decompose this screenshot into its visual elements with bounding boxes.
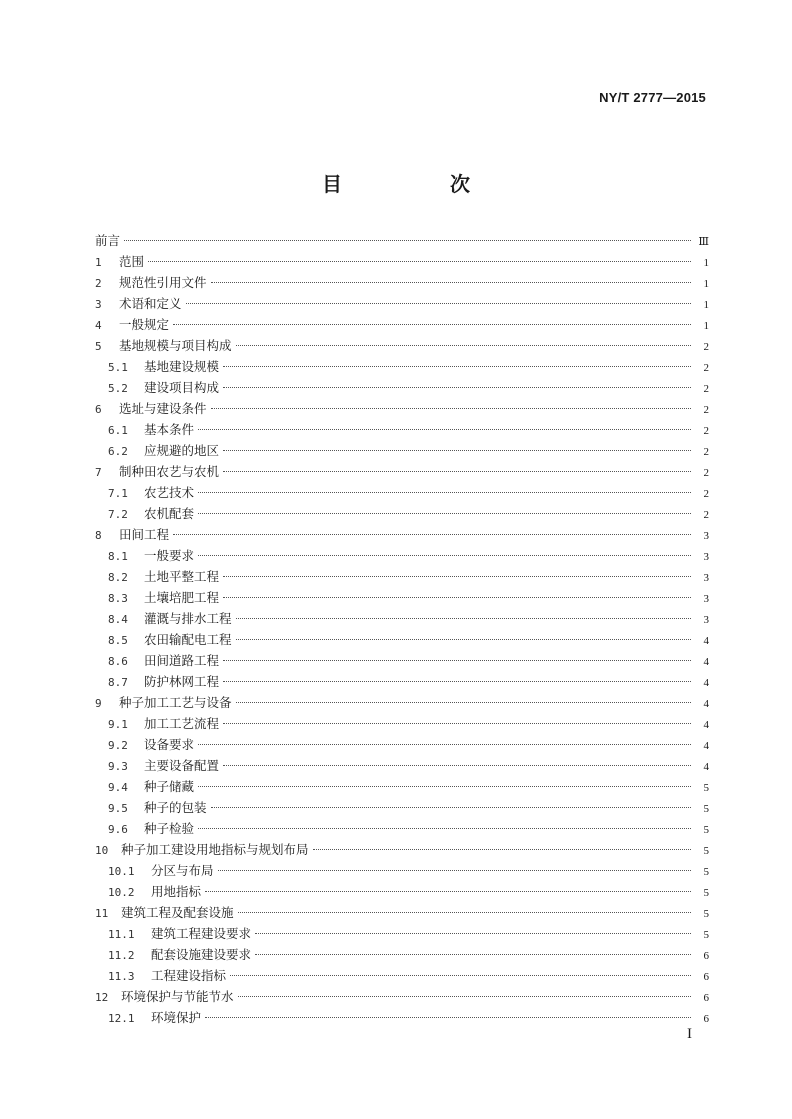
toc-entry[interactable]	[95, 272, 709, 293]
dot-leader	[223, 723, 691, 724]
toc-entry-title: 农艺技术	[144, 485, 195, 500]
dot-leader	[198, 828, 691, 829]
toc-entry-number: 11	[95, 907, 109, 920]
dot-leader	[173, 534, 691, 535]
toc-entry[interactable]	[95, 734, 709, 755]
toc-entry-page: 4	[703, 698, 709, 710]
toc-entry[interactable]	[95, 671, 709, 692]
toc-entry-page: 2	[703, 362, 709, 374]
toc-entry-page: 5	[703, 887, 709, 899]
toc-entry-title: 种子储藏	[144, 779, 195, 794]
toc-entry[interactable]	[95, 923, 709, 944]
toc-entry-number: 10	[95, 844, 109, 857]
toc-entry-number: 8.6	[108, 655, 128, 668]
dot-leader	[236, 702, 691, 703]
dot-leader	[313, 849, 691, 850]
toc-entry-number: 9	[95, 697, 102, 710]
toc-entry-title: 田间工程	[119, 527, 170, 542]
toc-entry-number: 9.1	[108, 718, 128, 731]
toc-entry-page: 3	[703, 614, 709, 626]
toc-entry[interactable]	[95, 566, 709, 587]
toc-entry-page: 6	[703, 971, 709, 983]
toc-entry-number: 9.3	[108, 760, 128, 773]
toc-entry[interactable]	[95, 881, 709, 902]
dot-leader	[211, 282, 691, 283]
toc-entry-page: Ⅲ	[698, 236, 709, 248]
toc-entry-title: 制种田农艺与农机	[119, 464, 220, 479]
dot-leader	[238, 912, 691, 913]
page-title: 目 次	[322, 172, 514, 196]
toc-entry-number: 8.2	[108, 571, 128, 584]
toc-entry-number: 9.5	[108, 802, 128, 815]
dot-leader	[124, 240, 691, 241]
toc-entry-page: 4	[703, 677, 709, 689]
toc-entry-page: 2	[703, 509, 709, 521]
toc-entry[interactable]	[95, 1007, 709, 1028]
toc-entry[interactable]	[95, 230, 709, 251]
dot-leader	[198, 744, 691, 745]
toc-entry-number: 11.3	[108, 970, 135, 983]
dot-leader	[236, 639, 691, 640]
toc-entry-title: 农田输配电工程	[144, 632, 232, 647]
toc-entry-title: 种子的包装	[144, 800, 207, 815]
toc-entry-page: 5	[703, 803, 709, 815]
dot-leader	[236, 618, 691, 619]
toc-entry-title: 建筑工程建设要求	[151, 926, 252, 941]
toc-entry-number: 5.1	[108, 361, 128, 374]
dot-leader	[223, 387, 691, 388]
toc-entry-title: 范围	[119, 254, 145, 269]
toc-entry-page: 2	[703, 404, 709, 416]
toc-entry-title: 应规避的地区	[144, 443, 220, 458]
toc-entry[interactable]	[95, 482, 709, 503]
toc-entry-title: 土壤培肥工程	[144, 590, 220, 605]
toc-entry-number: 1	[95, 256, 102, 269]
toc-entry[interactable]	[95, 986, 709, 1007]
toc-entry[interactable]	[95, 692, 709, 713]
toc-entry-number: 8.3	[108, 592, 128, 605]
toc-entry-page: 2	[703, 467, 709, 479]
toc-entry-title: 环境保护与节能节水	[121, 989, 234, 1004]
toc-entry-number: 8.1	[108, 550, 128, 563]
toc-entry-title: 土地平整工程	[144, 569, 220, 584]
dot-leader	[198, 492, 691, 493]
toc-entry-number: 2	[95, 277, 102, 290]
toc-entry-title: 防护林网工程	[144, 674, 220, 689]
toc-entry-page: 5	[703, 929, 709, 941]
toc-entry-title: 种子加工工艺与设备	[119, 695, 232, 710]
toc-entry[interactable]	[95, 965, 709, 986]
toc-entry-title: 规范性引用文件	[119, 275, 207, 290]
toc-entry-number: 7.2	[108, 508, 128, 521]
toc-entry-page: 5	[703, 866, 709, 878]
dot-leader	[205, 891, 691, 892]
toc-entry-number: 9.4	[108, 781, 128, 794]
toc-entry-page: 1	[703, 257, 709, 269]
toc-entry-title: 基地建设规模	[144, 359, 220, 374]
toc-entry-title: 基本条件	[144, 422, 195, 437]
dot-leader	[218, 870, 691, 871]
toc-entry-number: 5	[95, 340, 102, 353]
dot-leader	[223, 765, 691, 766]
toc-entry-number: 9.6	[108, 823, 128, 836]
toc-entry-page: 4	[703, 656, 709, 668]
toc-entry-title: 建设项目构成	[144, 380, 220, 395]
toc-entry-number: 8.4	[108, 613, 128, 626]
dot-leader	[230, 975, 691, 976]
toc-entry-number: 8	[95, 529, 102, 542]
toc-entry-page: 4	[703, 740, 709, 752]
toc-entry-page: 5	[703, 845, 709, 857]
toc-entry-title: 环境保护	[151, 1010, 202, 1025]
toc-entry-page: 2	[703, 383, 709, 395]
toc-entry[interactable]	[95, 776, 709, 797]
page-number: I	[687, 1026, 692, 1042]
toc-entry[interactable]	[95, 335, 709, 356]
toc-entry-page: 6	[703, 1013, 709, 1025]
toc-entry-page: 3	[703, 551, 709, 563]
dot-leader	[198, 513, 691, 514]
dot-leader	[255, 933, 691, 934]
toc-entry-title: 田间道路工程	[144, 653, 220, 668]
toc-entry-page: 2	[703, 341, 709, 353]
toc-entry[interactable]	[95, 755, 709, 776]
toc-entry-page: 6	[703, 992, 709, 1004]
toc-entry[interactable]	[95, 503, 709, 524]
toc-entry-title: 主要设备配置	[144, 758, 220, 773]
toc-entry[interactable]	[95, 440, 709, 461]
toc-entry-page: 2	[703, 446, 709, 458]
toc-entry-number: 9.2	[108, 739, 128, 752]
dot-leader	[211, 408, 691, 409]
toc-entry-title: 分区与布局	[151, 863, 214, 878]
toc-entry-title: 建筑工程及配套设施	[121, 905, 234, 920]
toc-entry-page: 1	[703, 278, 709, 290]
toc-entry-title: 一般要求	[144, 548, 195, 563]
dot-leader	[198, 555, 691, 556]
toc-entry[interactable]	[95, 251, 709, 272]
toc-entry[interactable]	[95, 902, 709, 923]
toc-entry[interactable]	[95, 860, 709, 881]
toc-entry-page: 4	[703, 719, 709, 731]
toc-entry-number: 4	[95, 319, 102, 332]
toc-entry[interactable]	[95, 944, 709, 965]
toc-entry[interactable]	[95, 629, 709, 650]
dot-leader	[223, 681, 691, 682]
toc-entry-page: 6	[703, 950, 709, 962]
toc-entry-number: 10.1	[108, 865, 135, 878]
toc-entry-page: 3	[703, 572, 709, 584]
toc-entry[interactable]	[95, 398, 709, 419]
toc-entry-number: 7.1	[108, 487, 128, 500]
toc-entry-number: 11.1	[108, 928, 135, 941]
toc-entry-title: 用地指标	[151, 884, 202, 899]
toc-entry-title: 选址与建设条件	[119, 401, 207, 416]
toc-entry-number: 10.2	[108, 886, 135, 899]
toc-entry-number: 6.1	[108, 424, 128, 437]
toc-entry-title: 基地规模与项目构成	[119, 338, 232, 353]
toc-entry-page: 4	[703, 635, 709, 647]
toc-entry-number: 3	[95, 298, 102, 311]
toc-entry-number: 8.5	[108, 634, 128, 647]
toc-entry-page: 3	[703, 530, 709, 542]
dot-leader	[255, 954, 691, 955]
table-of-contents	[95, 230, 709, 1028]
dot-leader	[205, 1017, 691, 1018]
toc-entry[interactable]	[95, 839, 709, 860]
toc-entry[interactable]	[95, 524, 709, 545]
toc-entry-title: 种子检验	[144, 821, 195, 836]
toc-entry-title: 加工工艺流程	[144, 716, 220, 731]
dot-leader	[223, 450, 691, 451]
toc-entry-page: 1	[703, 299, 709, 311]
toc-entry-title: 种子加工建设用地指标与规划布局	[121, 842, 309, 857]
toc-entry[interactable]	[95, 377, 709, 398]
toc-entry[interactable]	[95, 356, 709, 377]
toc-entry-page: 5	[703, 782, 709, 794]
dot-leader	[238, 996, 691, 997]
toc-entry[interactable]	[95, 293, 709, 314]
dot-leader	[198, 429, 691, 430]
toc-entry-number: 6	[95, 403, 102, 416]
toc-entry-number: 7	[95, 466, 102, 479]
toc-entry-title: 前言	[95, 233, 121, 248]
toc-entry-title: 术语和定义	[119, 296, 182, 311]
toc-entry-page: 3	[703, 593, 709, 605]
toc-entry-number: 6.2	[108, 445, 128, 458]
dot-leader	[186, 303, 691, 304]
dot-leader	[198, 786, 691, 787]
toc-entry[interactable]	[95, 608, 709, 629]
toc-entry[interactable]	[95, 797, 709, 818]
dot-leader	[173, 324, 691, 325]
toc-entry-page: 5	[703, 908, 709, 920]
toc-entry-number: 8.7	[108, 676, 128, 689]
toc-entry[interactable]	[95, 419, 709, 440]
toc-entry-number: 12.1	[108, 1012, 135, 1025]
dot-leader	[223, 660, 691, 661]
toc-entry-page: 5	[703, 824, 709, 836]
dot-leader	[148, 261, 691, 262]
dot-leader	[223, 597, 691, 598]
toc-entry[interactable]	[95, 713, 709, 734]
toc-entry-number: 11.2	[108, 949, 135, 962]
toc-entry[interactable]	[95, 545, 709, 566]
dot-leader	[211, 807, 691, 808]
toc-entry-number: 5.2	[108, 382, 128, 395]
dot-leader	[223, 471, 691, 472]
dot-leader	[236, 345, 691, 346]
toc-entry[interactable]	[95, 818, 709, 839]
toc-entry-title: 一般规定	[119, 317, 170, 332]
toc-entry-page: 4	[703, 761, 709, 773]
toc-entry[interactable]	[95, 650, 709, 671]
toc-entry-title: 配套设施建设要求	[151, 947, 252, 962]
toc-entry-number: 12	[95, 991, 109, 1004]
toc-entry-page: 2	[703, 425, 709, 437]
document-code: NY/T 2777—2015	[599, 90, 706, 105]
toc-entry[interactable]	[95, 314, 709, 335]
toc-entry-title: 设备要求	[144, 737, 195, 752]
toc-entry-page: 1	[703, 320, 709, 332]
toc-entry-page: 2	[703, 488, 709, 500]
toc-entry-title: 工程建设指标	[151, 968, 227, 983]
toc-entry[interactable]	[95, 461, 709, 482]
toc-entry-title: 灌溉与排水工程	[144, 611, 232, 626]
toc-entry[interactable]	[95, 587, 709, 608]
toc-entry-title: 农机配套	[144, 506, 195, 521]
dot-leader	[223, 576, 691, 577]
dot-leader	[223, 366, 691, 367]
